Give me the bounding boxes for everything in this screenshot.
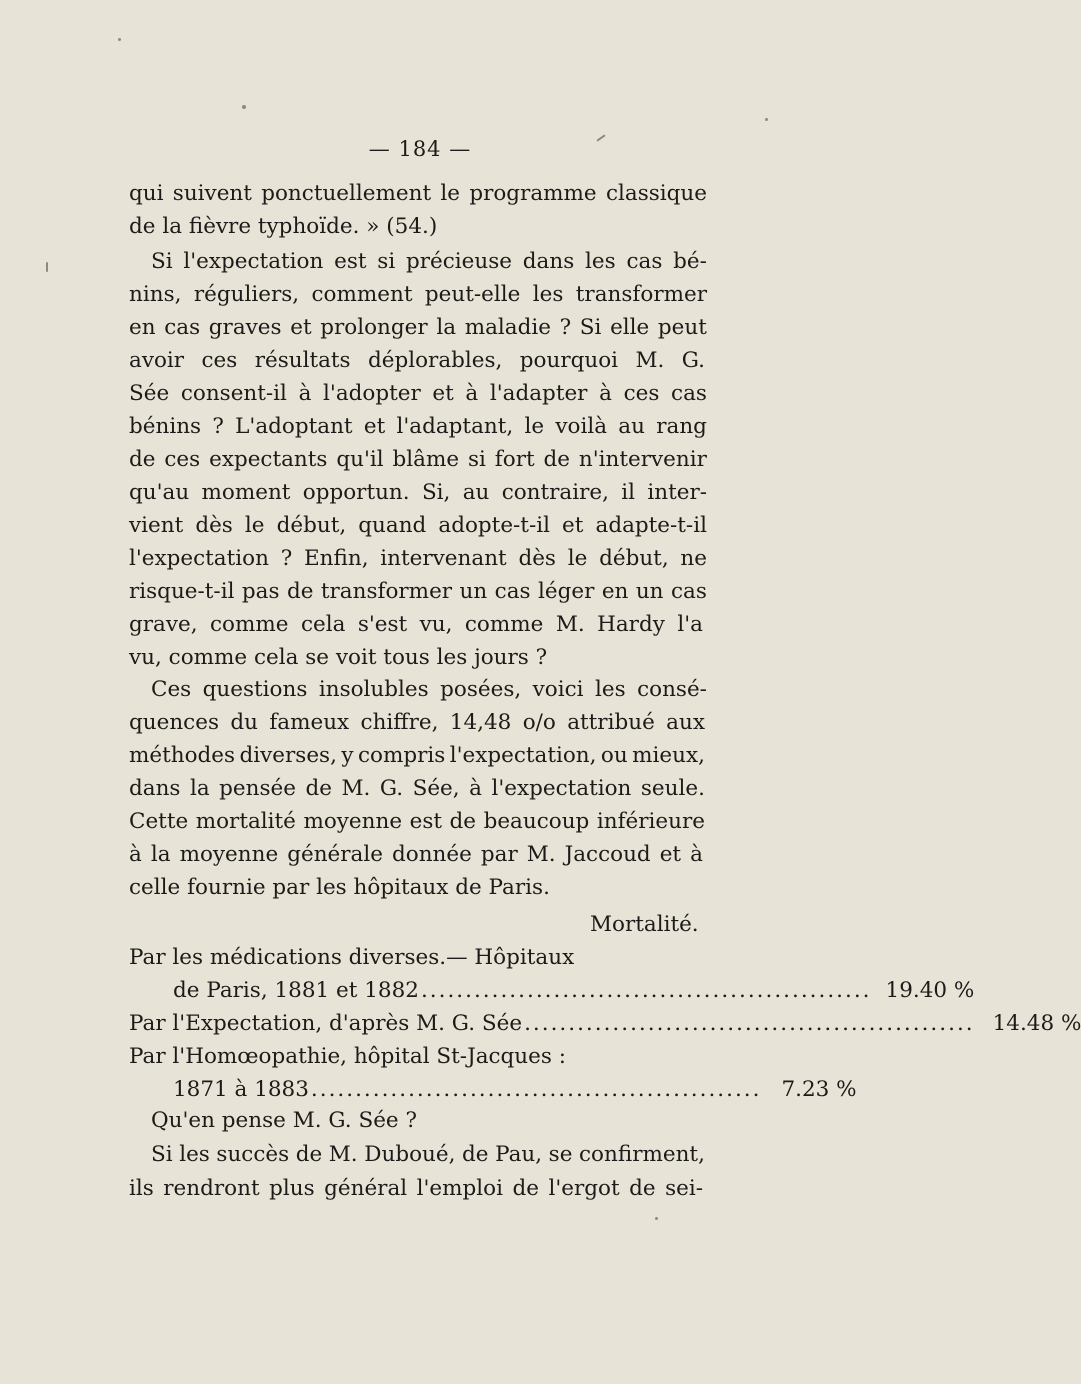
word: vient (129, 513, 184, 538)
word: léger (538, 579, 595, 604)
table-header: Mortalité. (590, 912, 699, 937)
body-line (151, 248, 707, 276)
word: compris (357, 743, 446, 768)
word: précieuse (406, 249, 513, 274)
word: de (543, 447, 571, 472)
table-row-2-value: 14.48 % (992, 1011, 1081, 1036)
paper-speck (655, 1217, 658, 1220)
word: cas (670, 579, 707, 604)
word: comment (311, 282, 413, 307)
word: dans (129, 776, 181, 801)
paper-speck (242, 105, 246, 109)
body-line (129, 545, 707, 573)
word: Si, (421, 480, 451, 505)
word: moyenne (179, 842, 279, 867)
word: un (635, 579, 664, 604)
word: graves (208, 315, 282, 340)
body-line (129, 413, 707, 441)
word: cas (164, 315, 201, 340)
word: seule. (640, 776, 705, 801)
word: blâme (392, 447, 460, 472)
word: dès (518, 546, 556, 571)
word: mortalité (195, 809, 296, 834)
word: de (449, 809, 477, 834)
word: la (436, 315, 457, 340)
word: de (129, 447, 156, 472)
word: en (601, 579, 629, 604)
word: à (469, 776, 482, 801)
word: à (129, 842, 142, 867)
word: rang (656, 414, 707, 439)
dot-leader: ................................................... (420, 978, 872, 1003)
word: voilà (555, 414, 608, 439)
word: est (334, 249, 367, 274)
word: de (286, 579, 314, 604)
word: voici (532, 677, 584, 702)
word: général (324, 1176, 408, 1201)
body-line (129, 578, 707, 606)
word: Hardy (597, 612, 665, 637)
word: Enfin, (303, 546, 369, 571)
word: moment (201, 480, 291, 505)
word: fameux (269, 710, 350, 735)
word: sei- (665, 1176, 703, 1201)
word: consé- (637, 677, 707, 702)
paper-speck (118, 38, 121, 41)
word: et (363, 414, 386, 439)
word: pas (241, 579, 280, 604)
paper-speck (765, 118, 768, 121)
word: qui (129, 181, 164, 206)
body-line: vu, comme cela se voit tous les jours ? (129, 645, 548, 670)
word: o/o (522, 710, 556, 735)
word: M. (328, 1142, 358, 1167)
word: M. (526, 842, 556, 867)
word: Sée (129, 381, 170, 406)
word: générale (287, 842, 383, 867)
closing-line-2 (151, 1141, 705, 1169)
word: résultats (254, 348, 351, 373)
body-line (129, 446, 707, 474)
word: cas (494, 579, 531, 604)
word: adopte-t-il (438, 513, 550, 538)
word: n'intervenir (578, 447, 707, 472)
body-line (129, 808, 705, 836)
word: s'est (357, 612, 408, 637)
word: Sée, (412, 776, 460, 801)
word: transformer (575, 282, 707, 307)
word: elle (610, 315, 650, 340)
word: ponctuellement (261, 181, 432, 206)
word: Si (579, 315, 602, 340)
word: avoir (129, 348, 185, 373)
closing-line-3 (129, 1175, 703, 1203)
word: prolonger (320, 315, 428, 340)
word: les (585, 249, 616, 274)
word: comme (210, 612, 289, 637)
body-line (129, 479, 707, 507)
body-line (129, 775, 705, 803)
table-row-3 (173, 1076, 857, 1104)
word: 14,48 (449, 710, 512, 735)
body-line (129, 742, 705, 770)
word: attribué (567, 710, 655, 735)
body-line (129, 180, 707, 208)
word: ces (201, 348, 238, 373)
word: ils (129, 1176, 154, 1201)
word: dans (522, 249, 575, 274)
word: de (629, 1176, 656, 1201)
body-line: celle fournie par les hôpitaux de Paris. (129, 875, 550, 900)
word: cela (300, 612, 346, 637)
word: beaucoup (483, 809, 590, 834)
word: dès (195, 513, 233, 538)
word: à (599, 381, 612, 406)
body-line (129, 709, 705, 737)
word: G. (681, 348, 705, 373)
word: confirment, (579, 1142, 705, 1167)
word: l'ergot (548, 1176, 620, 1201)
word: expectants (209, 447, 328, 472)
word: Si (151, 1142, 173, 1167)
table-row-1 (173, 977, 975, 1005)
word: l'adopter (323, 381, 421, 406)
word: du (230, 710, 258, 735)
word: M. (635, 348, 665, 373)
word: de (295, 1142, 323, 1167)
table-row-1-label: Par les médications diverses.— Hôpitaux (129, 945, 575, 970)
word: par (480, 842, 518, 867)
word: bénins (129, 414, 202, 439)
word: la (189, 776, 210, 801)
word: y (341, 743, 354, 768)
body-line (129, 314, 707, 342)
word: suivent (172, 181, 252, 206)
word: de (512, 1176, 539, 1201)
word: questions (202, 677, 308, 702)
closing-line-1: Qu'en pense M. G. Sée ? (151, 1108, 418, 1133)
word: ne (680, 546, 707, 571)
table-row-3-value: 7.23 % (781, 1077, 857, 1102)
word: et (562, 513, 584, 538)
word: à (465, 381, 479, 406)
word: peut-elle (424, 282, 521, 307)
word: les (594, 677, 626, 702)
table-row-1-value: 19.40 % (885, 978, 975, 1003)
word: et (432, 381, 454, 406)
table-row-2-label: Par l'Expectation, d'après M. G. Sée (129, 1011, 523, 1036)
word: maladie (464, 315, 551, 340)
body-line: de la fièvre typhoïde. » (54.) (129, 214, 438, 239)
table-row-1-label-cont: de Paris, 1881 et 1882 (173, 978, 419, 1003)
word: pourquoi (519, 348, 619, 373)
word: et (659, 842, 682, 867)
word: comme (464, 612, 544, 637)
word: à (298, 381, 312, 406)
word: ? (280, 546, 293, 571)
word: il (621, 480, 636, 505)
word: si (377, 249, 396, 274)
word: intervenant (380, 546, 507, 571)
word: G. (379, 776, 404, 801)
table-row-3-label: Par l'Homœopathie, hôpital St-Jacques : (129, 1044, 566, 1069)
word: pensée (219, 776, 296, 801)
word: quand (358, 513, 427, 538)
word: l'adapter (489, 381, 588, 406)
word: programme (469, 181, 597, 206)
word: en (129, 315, 156, 340)
word: de (305, 776, 332, 801)
word: la (150, 842, 171, 867)
word: cas (671, 381, 707, 406)
word: le (440, 181, 461, 206)
body-line (129, 281, 707, 309)
word: méthodes (129, 743, 236, 768)
word: plus (269, 1176, 315, 1201)
word: déplorables, (367, 348, 503, 373)
body-line (129, 841, 703, 869)
word: mieux, (632, 743, 705, 768)
word: M. (555, 612, 585, 637)
word: l'expectation, (449, 743, 597, 768)
word: peut (657, 315, 707, 340)
word: aux (666, 710, 705, 735)
body-line (129, 380, 707, 408)
word: ces (623, 381, 660, 406)
word: le (524, 414, 545, 439)
word: chiffre, (360, 710, 439, 735)
word: risque-t-il (129, 579, 235, 604)
word: début, (599, 546, 669, 571)
word: L'adoptant (235, 414, 353, 439)
word: l'expectation (491, 776, 632, 801)
word: l'expectation (183, 249, 324, 274)
word: cas (626, 249, 663, 274)
page-number: — 184 — (368, 137, 472, 161)
dot-leader: ................................................... (310, 1077, 762, 1102)
word: et (290, 315, 312, 340)
word: Cette (129, 809, 189, 834)
word: un (459, 579, 488, 604)
word: le (567, 546, 588, 571)
word: ? (559, 315, 572, 340)
word: Ces (151, 677, 192, 702)
word: les (532, 282, 564, 307)
word: qu'au (129, 480, 190, 505)
table-row-3-label-cont: 1871 à 1883 (173, 1077, 309, 1102)
word: fort (494, 447, 535, 472)
word: qu'il (336, 447, 384, 472)
word: ces (164, 447, 201, 472)
word: opportun. (302, 480, 410, 505)
margin-mark (46, 262, 48, 272)
body-line (129, 512, 707, 540)
word: transformer (320, 579, 453, 604)
word: Pau, (495, 1142, 543, 1167)
word: donnée (391, 842, 472, 867)
word: inférieure (596, 809, 705, 834)
word: est (409, 809, 442, 834)
word: le (244, 513, 265, 538)
word: à (690, 842, 703, 867)
word: moyenne (303, 809, 403, 834)
word: l'expectation (129, 546, 269, 571)
word: rendront (163, 1176, 260, 1201)
word: posées, (440, 677, 522, 702)
word: ? (212, 414, 224, 439)
word: ou (600, 743, 628, 768)
body-line (129, 611, 703, 639)
dot-leader: ................................................... (524, 1011, 975, 1036)
word: de (462, 1142, 489, 1167)
word: se (548, 1142, 573, 1167)
word: réguliers, (193, 282, 300, 307)
word: nins, (129, 282, 182, 307)
word: bé- (673, 249, 707, 274)
word: consent-il (180, 381, 287, 406)
word: l'adaptant, (396, 414, 514, 439)
word: Duboué, (364, 1142, 456, 1167)
word: contraire, (501, 480, 609, 505)
word: insolubles (318, 677, 429, 702)
word: classique (605, 181, 707, 206)
word: inter- (647, 480, 707, 505)
body-line (151, 676, 707, 704)
word: adapte-t-il (595, 513, 707, 538)
word: l'a (677, 612, 703, 637)
word: Si (151, 249, 173, 274)
word: vu, (419, 612, 453, 637)
word: si (467, 447, 486, 472)
word: Jaccoud (564, 842, 651, 867)
word: M. (341, 776, 371, 801)
body-line (129, 347, 705, 375)
word: l'emploi (416, 1176, 503, 1201)
word: au (462, 480, 490, 505)
word: quences (129, 710, 219, 735)
word: grave, (129, 612, 198, 637)
table-row-2 (129, 1010, 1081, 1038)
word: diverses, (239, 743, 337, 768)
word: les (179, 1142, 210, 1167)
word: début, (276, 513, 347, 538)
word: au (618, 414, 645, 439)
word: succès (216, 1142, 290, 1167)
